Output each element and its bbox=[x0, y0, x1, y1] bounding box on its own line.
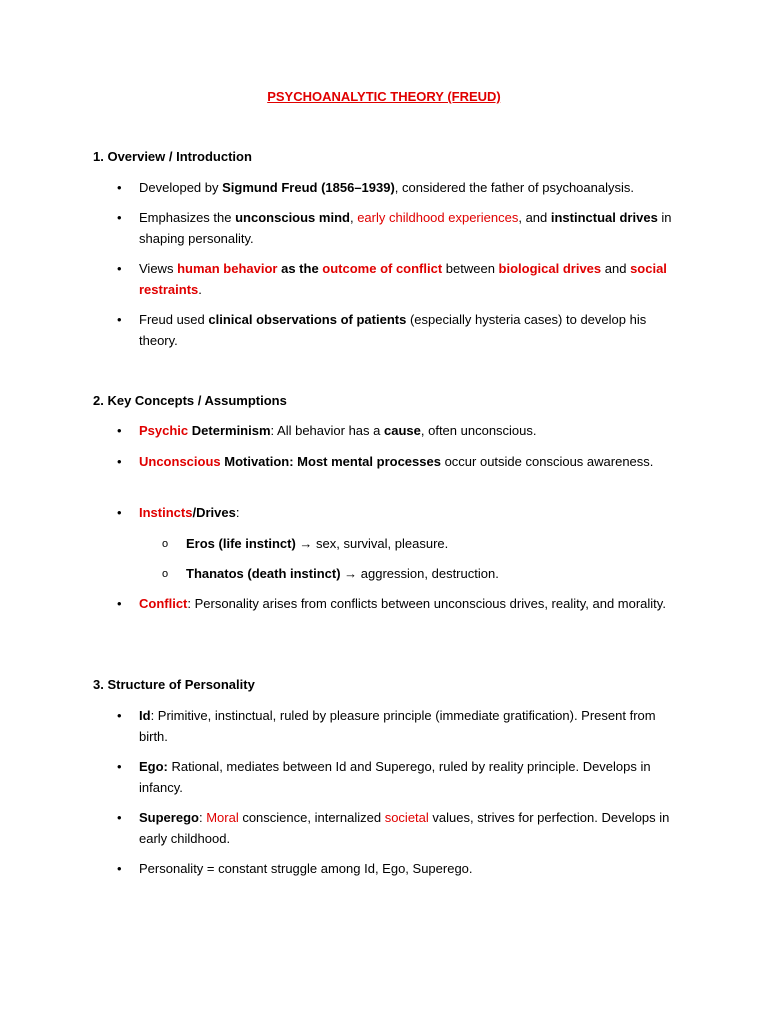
s1-bullet-3 bbox=[139, 259, 684, 300]
s3-bullet-1 bbox=[139, 706, 684, 747]
text: → aggression, destruction. bbox=[340, 566, 499, 581]
bold-text: instinctual drives bbox=[550, 210, 658, 225]
bold-text: Sigmund Freud (1856–1939) bbox=[222, 180, 395, 195]
s1-bullet-2 bbox=[139, 208, 684, 249]
bullet-icon bbox=[117, 259, 125, 267]
s1-bullet-4 bbox=[139, 310, 684, 351]
s3-bullet-3 bbox=[139, 808, 684, 849]
bold-text: Determinism bbox=[188, 423, 271, 438]
red-text: societal bbox=[384, 810, 429, 825]
text: → sex, survival, pleasure. bbox=[295, 536, 449, 551]
text: : Personality arises from conflicts between unconscious drives, reality, and morality. bbox=[187, 596, 666, 611]
bullet-icon bbox=[117, 706, 125, 714]
s3-bullet-4 bbox=[139, 859, 684, 880]
text: , often unconscious. bbox=[420, 423, 537, 438]
bullet-icon bbox=[117, 859, 125, 867]
text: values, strives for perfection. Develops in early childhood. bbox=[139, 810, 670, 846]
circle-bullet-icon bbox=[162, 534, 168, 555]
s2-bullet-2 bbox=[139, 452, 684, 473]
section-3-heading: 3. Structure of Personality bbox=[93, 677, 255, 692]
red-bold-text: Instincts bbox=[139, 505, 193, 520]
text: in shaping personality. bbox=[139, 210, 672, 246]
bullet-icon bbox=[117, 421, 125, 429]
red-bold-text: social restraints bbox=[139, 261, 667, 297]
text: Developed by bbox=[139, 180, 223, 195]
red-text: early childhood experiences bbox=[357, 210, 519, 225]
bold-text: Ego: bbox=[139, 759, 168, 774]
red-bold-text: human behavior bbox=[177, 261, 278, 276]
bold-text: Eros (life instinct) bbox=[186, 536, 296, 551]
text: Emphasizes the bbox=[139, 210, 236, 225]
bullet-icon bbox=[117, 310, 125, 318]
red-bold-text: Psychic bbox=[139, 423, 189, 438]
s2-sub-bullet-1 bbox=[186, 534, 686, 555]
section-2-heading: 2. Key Concepts / Assumptions bbox=[93, 393, 287, 408]
red-bold-text: Unconscious bbox=[139, 454, 221, 469]
text: conscience, internalized bbox=[238, 810, 385, 825]
bold-text: /Drives bbox=[192, 505, 236, 520]
s2-sub-bullet-2 bbox=[186, 564, 686, 585]
s2-bullet-1 bbox=[139, 421, 684, 442]
document-title: PSYCHOANALYTIC THEORY (FREUD) bbox=[267, 89, 501, 104]
s1-bullet-1 bbox=[139, 178, 684, 199]
bold-text: Id bbox=[139, 708, 151, 723]
text: . bbox=[198, 281, 202, 297]
red-bold-text: Conflict bbox=[139, 596, 188, 611]
text: : bbox=[198, 810, 207, 825]
text: occur outside conscious awareness. bbox=[440, 454, 654, 469]
s3-bullet-2 bbox=[139, 757, 684, 798]
red-bold-text: outcome of conflict bbox=[322, 261, 443, 276]
text: between bbox=[442, 261, 499, 276]
bold-text: Motivation: Most mental processes bbox=[220, 454, 441, 469]
bullet-icon bbox=[117, 757, 125, 765]
text: (especially hysteria cases) to develop his theory. bbox=[139, 312, 647, 348]
bold-text: cause bbox=[384, 423, 421, 438]
text: : Primitive, instinctual, ruled by pleasure principle (immediate gratification). Present from birth. bbox=[139, 708, 656, 744]
red-text: Moral bbox=[206, 810, 239, 825]
red-bold-text: biological drives bbox=[498, 261, 602, 276]
text: : All behavior has a bbox=[270, 423, 384, 438]
text: Freud used bbox=[139, 312, 209, 327]
text: Personality = constant struggle among Id, Ego, Superego. bbox=[139, 861, 473, 876]
bold-text: clinical observations of patients bbox=[208, 312, 407, 327]
bullet-icon bbox=[117, 178, 125, 186]
text: and bbox=[601, 261, 631, 276]
text: , and bbox=[518, 210, 551, 225]
bold-text: Superego bbox=[139, 810, 199, 825]
text: Views bbox=[139, 261, 178, 276]
text: Rational, mediates between Id and Superego, ruled by reality principle. Develops in infancy. bbox=[139, 759, 651, 795]
bullet-icon bbox=[117, 208, 125, 216]
bullet-icon bbox=[117, 808, 125, 816]
bold-text: Thanatos (death instinct) bbox=[186, 566, 341, 581]
text: , considered the father of psychoanalysis. bbox=[394, 180, 634, 195]
section-1-heading: 1. Overview / Introduction bbox=[93, 149, 252, 164]
s2-bullet-4 bbox=[139, 594, 684, 615]
bold-text: as the bbox=[277, 261, 323, 276]
bullet-icon bbox=[117, 452, 125, 460]
bullet-icon bbox=[117, 503, 125, 511]
s2-bullet-3 bbox=[139, 503, 684, 524]
bullet-icon bbox=[117, 594, 125, 602]
text: : bbox=[235, 505, 240, 520]
text: , bbox=[349, 210, 358, 225]
bold-text: unconscious mind bbox=[235, 210, 350, 225]
circle-bullet-icon bbox=[162, 564, 168, 585]
